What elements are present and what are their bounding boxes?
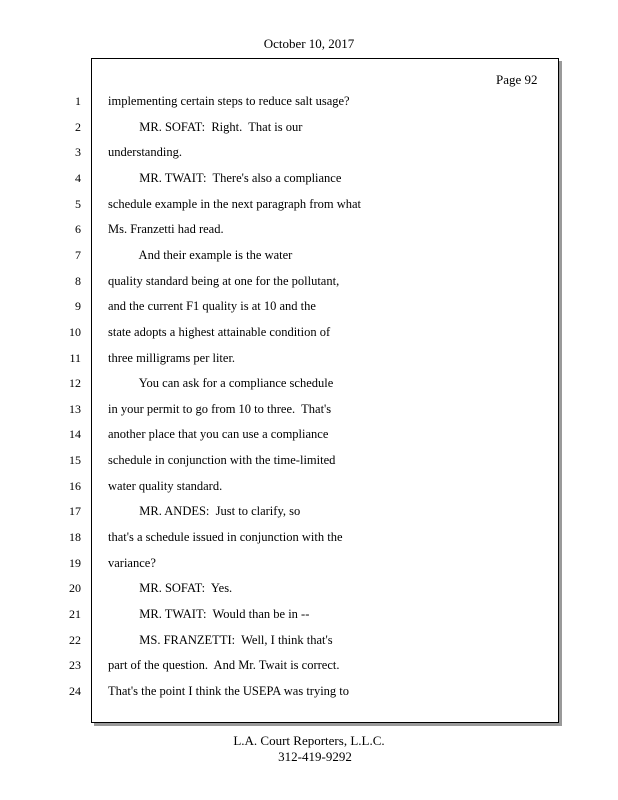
- transcript-line: variance?: [108, 556, 156, 570]
- footer-company: L.A. Court Reporters, L.L.C.: [233, 733, 385, 748]
- transcript-line: MR. ANDES: Just to clarify, so: [108, 504, 301, 518]
- line-number: 17: [69, 504, 81, 518]
- transcript-line: implementing certain steps to reduce salt usage?: [108, 94, 350, 108]
- line-number: 8: [75, 274, 81, 288]
- line-number: 2: [75, 120, 81, 134]
- transcript-line: in your permit to go from 10 to three. That's: [108, 402, 332, 416]
- line-number: 9: [75, 299, 81, 313]
- line-number: 14: [69, 427, 81, 441]
- line-number: 22: [69, 633, 81, 647]
- transcript-line: That's the point I think the USEPA was trying to: [108, 684, 350, 698]
- transcript-line: another place that you can use a compliance: [108, 427, 329, 441]
- transcript-line: part of the question. And Mr. Twait is correct.: [108, 658, 340, 672]
- line-number: 12: [69, 376, 81, 390]
- line-number: 4: [75, 171, 81, 185]
- line-number: 7: [75, 248, 81, 262]
- line-number: 3: [75, 145, 81, 159]
- line-number: 16: [69, 479, 81, 493]
- transcript-line: water quality standard.: [108, 479, 223, 493]
- transcript-line: MR. SOFAT: Yes.: [108, 581, 233, 595]
- transcript-line: state adopts a highest attainable condition of: [108, 325, 331, 339]
- transcript-line: understanding.: [108, 145, 182, 159]
- footer-phone: 312-419-9292: [278, 749, 352, 764]
- transcript-line: that's a schedule issued in conjunction with the: [108, 530, 343, 544]
- line-number: 6: [75, 222, 81, 236]
- transcript-line: MR. TWAIT: There's also a compliance: [108, 171, 342, 185]
- line-number: 15: [69, 453, 81, 467]
- transcript-line: You can ask for a compliance schedule: [108, 376, 334, 390]
- transcript-line: schedule in conjunction with the time-limited: [108, 453, 336, 467]
- transcript-line: and the current F1 quality is at 10 and the: [108, 299, 316, 313]
- line-number: 11: [69, 351, 81, 365]
- page-number: Page 92: [496, 72, 538, 87]
- transcript-line: And their example is the water: [108, 248, 293, 262]
- transcript-line: MS. FRANZETTI: Well, I think that's: [108, 633, 333, 647]
- line-number: 1: [75, 94, 81, 108]
- line-number: 10: [69, 325, 81, 339]
- header-date: October 10, 2017: [263, 36, 355, 51]
- transcript-line: three milligrams per liter.: [108, 351, 236, 365]
- transcript-line: quality standard being at one for the pollutant,: [108, 274, 340, 288]
- line-number: 19: [69, 556, 81, 570]
- transcript-line: MR. SOFAT: Right. That is our: [108, 120, 303, 134]
- line-number: 21: [69, 607, 81, 621]
- line-number: 5: [75, 197, 81, 211]
- line-number: 20: [69, 581, 81, 595]
- transcript-line: Ms. Franzetti had read.: [108, 222, 224, 236]
- line-number: 24: [69, 684, 81, 698]
- line-number: 18: [69, 530, 81, 544]
- transcript-line: MR. TWAIT: Would than be in --: [108, 607, 310, 621]
- transcript-line: schedule example in the next paragraph from what: [108, 197, 362, 211]
- line-number: 13: [69, 402, 81, 416]
- line-number: 23: [69, 658, 81, 672]
